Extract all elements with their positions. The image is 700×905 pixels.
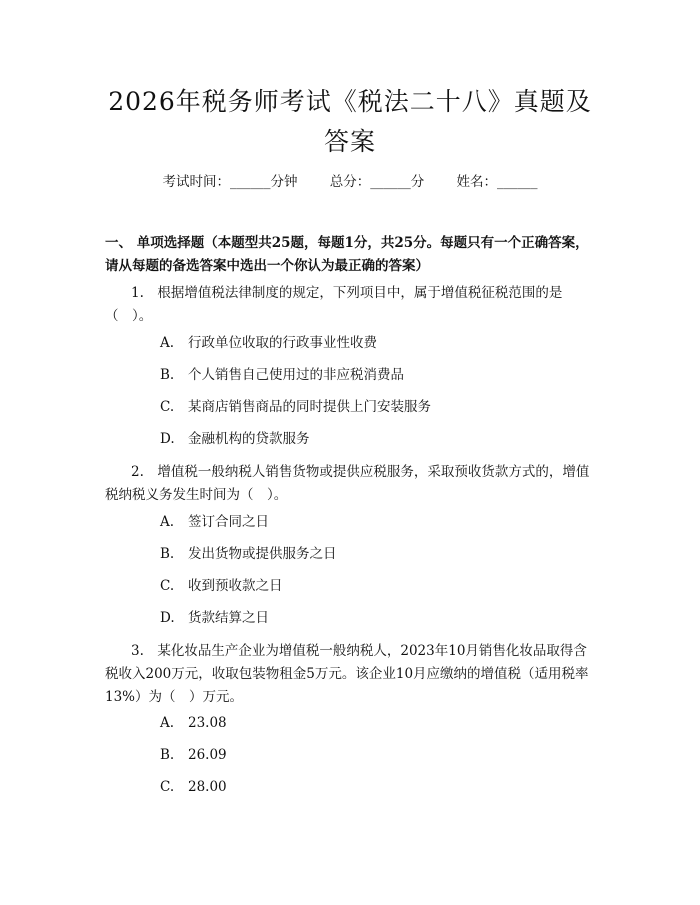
option-text: 货款结算之日 — [188, 610, 269, 626]
option-text: 某商店销售商品的同时提供上门安装服务 — [188, 399, 431, 415]
option-letter: A. — [160, 514, 175, 530]
exam-name: 姓名：______ — [456, 174, 538, 190]
exam-meta — [0, 170, 700, 190]
question-3-option-c — [160, 777, 227, 797]
question-2-option-b — [160, 544, 337, 564]
question-3-option-a — [160, 713, 227, 733]
option-letter: A. — [160, 335, 175, 351]
page-title: 2026年税务师考试《税法二十八》真题及答案 — [108, 87, 592, 156]
option-letter: B. — [160, 367, 175, 383]
option-letter: D. — [160, 431, 175, 447]
section-heading: 一、 单项选择题（本题型共25题，每题1分，共25分。每题只有一个正确答案，请从每题的备选答案中选出一个你认为最正确的答案） — [105, 235, 589, 274]
option-text: 金融机构的贷款服务 — [188, 431, 310, 447]
question-1-option-b — [160, 365, 404, 385]
option-letter: B. — [160, 747, 175, 763]
question-1: 1. 根据增值税法律制度的规定，下列项目中，属于增值税征税范围的是（ ）。 — [105, 285, 563, 324]
question-2-option-d — [160, 608, 269, 628]
option-text: 签订合同之日 — [188, 514, 269, 530]
option-letter: B. — [160, 546, 175, 562]
question-3-option-b — [160, 745, 227, 765]
question-3: 3. 某化妆品生产企业为增值税一般纳税人，2023年10月销售化妆品取得含税收入200万元，收取包装物租金5万元。该企业10月应缴纳的增值税（适用税率13%）为（ ）万元。 — [105, 643, 589, 705]
option-letter: C. — [160, 578, 175, 594]
option-letter: C. — [160, 399, 175, 415]
option-text: 行政单位收取的行政事业性收费 — [188, 335, 377, 351]
option-text: 26.09 — [188, 747, 227, 763]
exam-score: 总分：______分 — [329, 174, 425, 190]
option-text: 个人销售自己使用过的非应税消费品 — [188, 367, 404, 383]
question-2-option-a — [160, 512, 269, 532]
option-text: 23.08 — [188, 715, 227, 731]
option-text: 28.00 — [188, 779, 227, 795]
option-text: 发出货物或提供服务之日 — [188, 546, 337, 562]
option-letter: D. — [160, 610, 175, 626]
question-1-option-c — [160, 397, 431, 417]
option-letter: C. — [160, 779, 175, 795]
option-text: 收到预收款之日 — [188, 578, 283, 594]
question-1-option-a — [160, 333, 377, 353]
question-1-option-d — [160, 429, 310, 449]
exam-time: 考试时间：______分钟 — [162, 174, 298, 190]
question-2: 2. 增值税一般纳税人销售货物或提供应税服务，采取预收货款方式的，增值税纳税义务发生时间为（ ）。 — [105, 464, 590, 503]
option-letter: A. — [160, 715, 175, 731]
question-2-option-c — [160, 576, 283, 596]
